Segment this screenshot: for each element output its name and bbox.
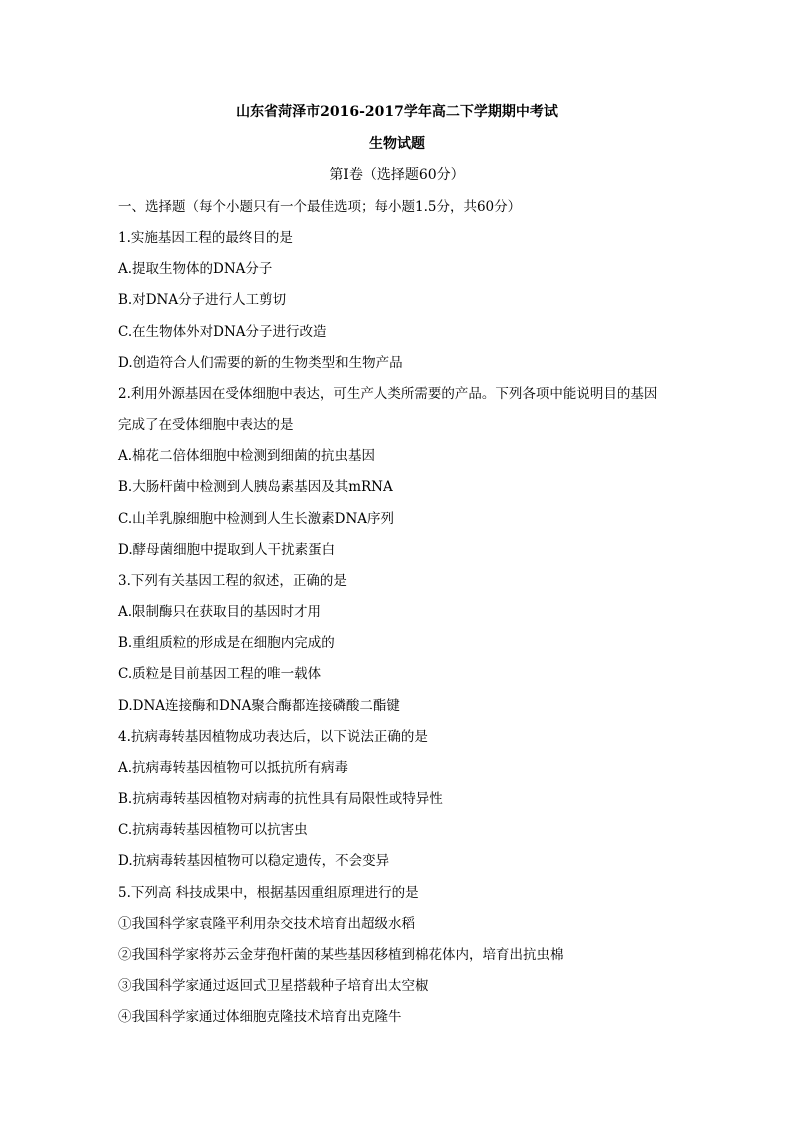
question-2-stem-line-2: 完成了在受体细胞中表达的是 xyxy=(118,417,294,433)
question-1-option-d: D.创造符合人们需要的新的生物类型和生物产品 xyxy=(118,355,403,371)
subject-title: 生物试题 xyxy=(369,136,425,152)
question-2-option-b: B.大肠杆菌中检测到人胰岛素基因及其mRNA xyxy=(118,479,393,495)
question-2-option-a: A.棉花二倍体细胞中检测到细菌的抗虫基因 xyxy=(118,448,376,464)
exam-title: 山东省菏泽市2016-2017学年高二下学期期中考试 xyxy=(236,104,558,120)
question-2-option-c: C.山羊乳腺细胞中检测到人生长激素DNA序列 xyxy=(118,511,395,527)
question-3-option-c: C.质粒是目前基因工程的唯一载体 xyxy=(118,666,322,682)
question-3-option-b: B.重组质粒的形成是在细胞内完成的 xyxy=(118,635,335,651)
question-2-option-d: D.酵母菌细胞中提取到人干扰素蛋白 xyxy=(118,542,336,558)
question-3-stem: 3.下列有关基因工程的叙述，正确的是 xyxy=(118,573,347,589)
question-5-item-2: ②我国科学家将苏云金芽孢杆菌的某些基因移植到棉花体内，培育出抗虫棉 xyxy=(118,947,564,963)
question-4-option-b: B.抗病毒转基因植物对病毒的抗性具有局限性或特异性 xyxy=(118,791,443,807)
question-5-item-1: ①我国科学家袁隆平利用杂交技术培育出超级水稻 xyxy=(118,916,415,932)
question-4-option-d: D.抗病毒转基因植物可以稳定遗传，不会变异 xyxy=(118,853,390,869)
question-1-option-c: C.在生物体外对DNA分子进行改造 xyxy=(118,324,327,340)
question-3-option-a: A.限制酶只在获取目的基因时才用 xyxy=(118,604,322,620)
question-4-stem: 4.抗病毒转基因植物成功表达后，以下说法正确的是 xyxy=(118,729,428,745)
question-4-option-c: C.抗病毒转基因植物可以抗害虫 xyxy=(118,822,308,838)
question-5-stem: 5.下列高 科技成果中，根据基因重组原理进行的是 xyxy=(118,885,419,901)
question-2-stem-line-1: 2.利用外源基因在受体细胞中表达，可生产人类所需要的产品。下列各项中能说明目的基因 xyxy=(118,386,658,402)
question-5-item-4: ④我国科学家通过体细胞克隆技术培育出克隆牛 xyxy=(118,1009,402,1025)
instructions: 一、选择题（每个小题只有一个最佳选项；每小题1.5分，共60分） xyxy=(118,199,522,215)
question-3-option-d: D.DNA连接酶和DNA聚合酶都连接磷酸二酯键 xyxy=(118,698,400,714)
question-5-item-3: ③我国科学家通过返回式卫星搭载种子培育出太空椒 xyxy=(118,978,429,994)
question-1-option-b: B.对DNA分子进行人工剪切 xyxy=(118,292,287,308)
section-title: 第Ⅰ卷（选择题60分） xyxy=(329,167,465,183)
question-1-option-a: A.提取生物体的DNA分子 xyxy=(118,261,273,277)
question-4-option-a: A.抗病毒转基因植物可以抵抗所有病毒 xyxy=(118,760,349,776)
question-1-stem: 1.实施基因工程的最终目的是 xyxy=(118,230,293,246)
